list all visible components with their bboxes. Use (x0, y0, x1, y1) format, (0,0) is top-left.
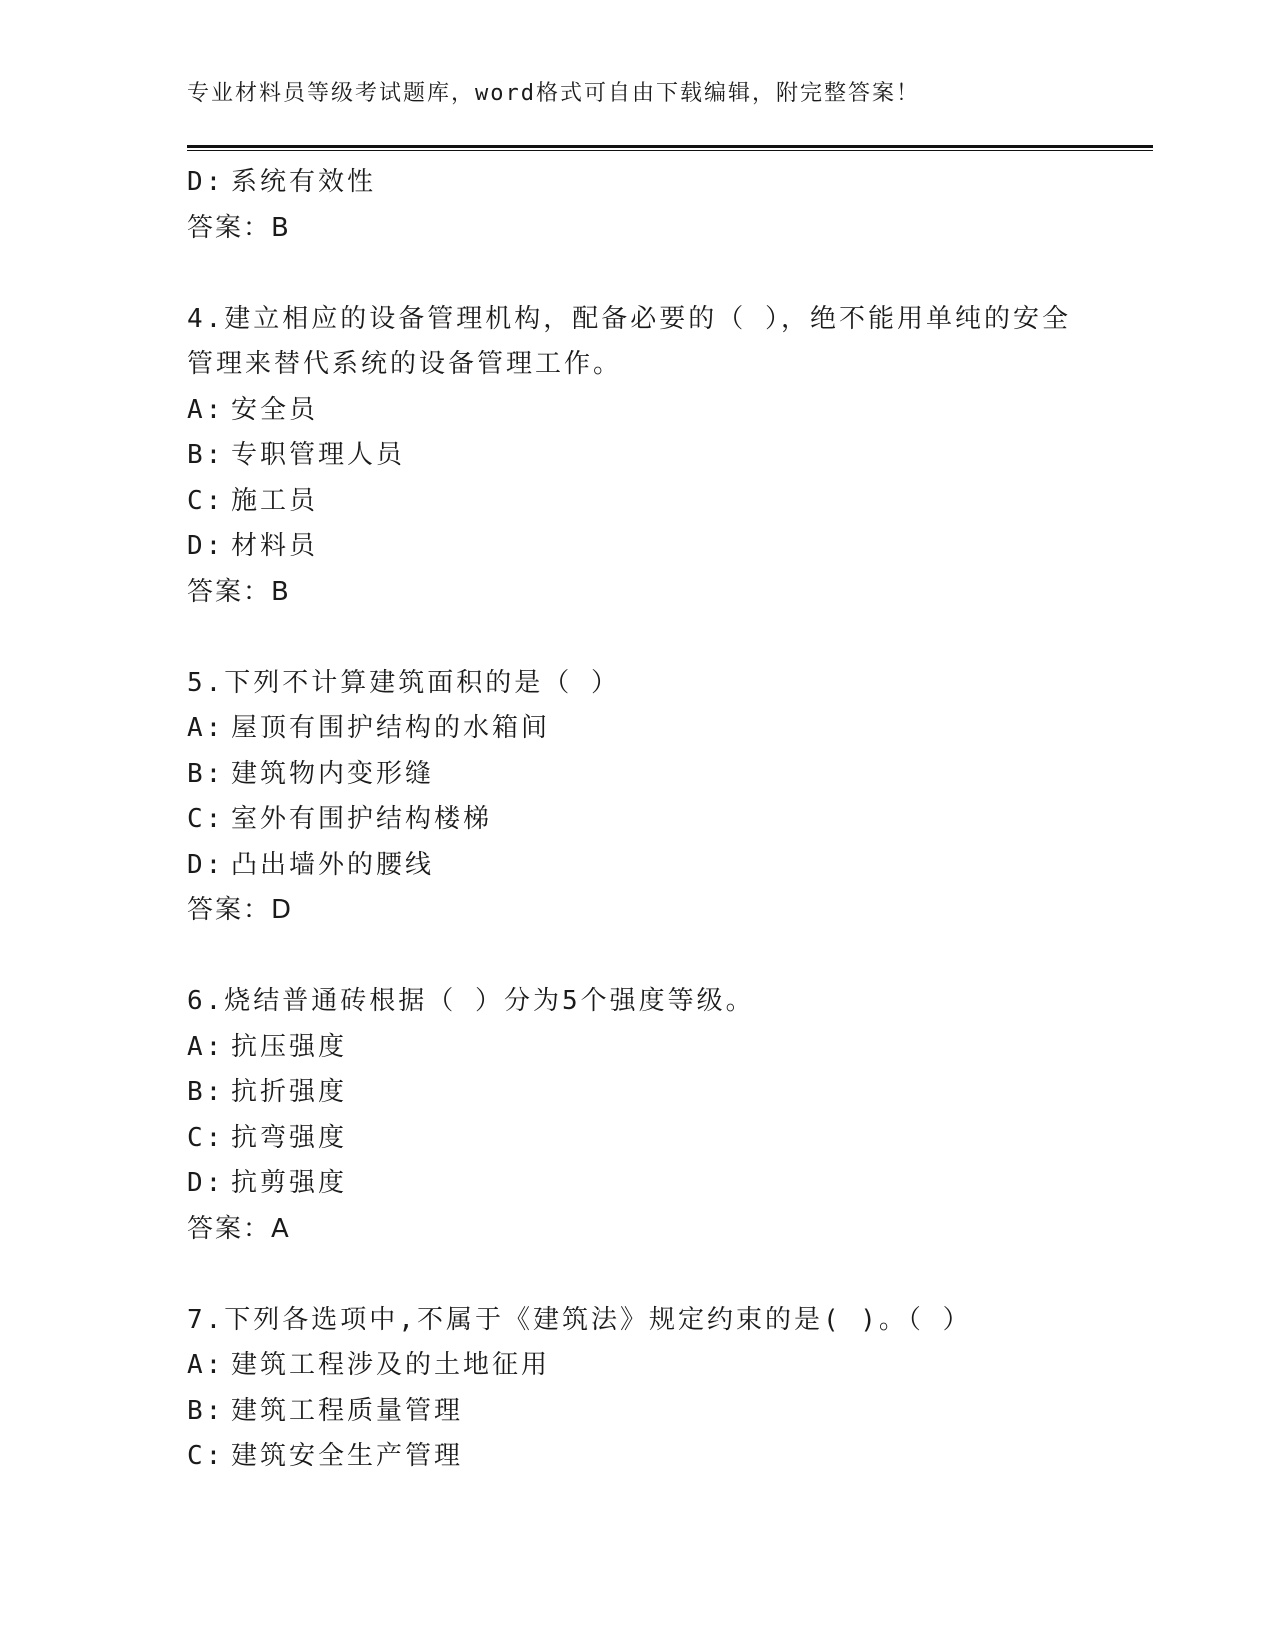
option-text: 专职管理人员 (231, 440, 406, 470)
option-letter: B: (187, 1077, 225, 1107)
option-letter: D: (187, 531, 225, 561)
option-text: 屋顶有围护结构的水箱间 (231, 713, 551, 743)
option-letter: D: (187, 167, 225, 197)
option-c (187, 1434, 1087, 1480)
question-stem-line: 7.下列各选项中,不属于《建筑法》规定约束的是( )。（ ） (187, 1304, 972, 1335)
option-letter: B: (187, 440, 225, 470)
header-divider (187, 145, 1153, 151)
option-text: 建筑物内变形缝 (231, 758, 435, 789)
question-7 (187, 1298, 1087, 1480)
option-d (187, 524, 1087, 570)
option-letter: A: (187, 1031, 225, 1062)
option-b (187, 1070, 1087, 1116)
question-6 (187, 979, 1087, 1252)
spacer (187, 934, 1087, 980)
option-letter: B: (187, 758, 225, 789)
option-b (187, 1389, 1087, 1435)
option-text: 抗压强度 (231, 1031, 348, 1062)
option-letter: C: (187, 485, 225, 516)
option-letter: B: (187, 1395, 225, 1426)
question-content (187, 160, 1087, 1480)
spacer (187, 1252, 1087, 1298)
option-c (187, 479, 1087, 525)
header-divider-thick (187, 145, 1153, 148)
option-d (187, 843, 1087, 889)
answer: 答案：B (187, 576, 291, 607)
option-letter: C: (187, 1441, 225, 1471)
option-letter: D: (187, 849, 225, 880)
answer: 答案：A (187, 1213, 291, 1244)
spacer (187, 251, 1087, 297)
option-text: 安全员 (231, 394, 319, 425)
answer: 答案：D (187, 895, 294, 925)
option-text: 建筑工程涉及的土地征用 (231, 1350, 551, 1380)
option-text: 抗折强度 (231, 1077, 348, 1107)
page-header-text: 专业材料员等级考试题库，word格式可自由下载编辑，附完整答案！ (187, 81, 920, 106)
option-d-prev (187, 160, 1087, 206)
option-letter: C: (187, 1122, 225, 1153)
question-stem-line: 5.下列不计算建筑面积的是（ ） (187, 667, 620, 698)
question-5 (187, 661, 1087, 934)
option-a (187, 1025, 1087, 1071)
option-text: 材料员 (231, 531, 319, 561)
option-text: 抗弯强度 (231, 1122, 348, 1153)
option-text: 建筑安全生产管理 (231, 1441, 464, 1471)
option-letter: A: (187, 1350, 225, 1380)
option-letter: C: (187, 804, 225, 834)
question-stem-line: 4.建立相应的设备管理机构，配备必要的（ ），绝不能用单纯的安全 (187, 303, 1071, 334)
option-letter: D: (187, 1168, 225, 1198)
option-letter: A: (187, 713, 225, 743)
option-text: 抗剪强度 (231, 1168, 348, 1198)
option-text: 凸出墙外的腰线 (231, 849, 435, 880)
option-b (187, 433, 1087, 479)
question-stem-line: 6.烧结普通砖根据（ ）分为5个强度等级。 (187, 986, 755, 1016)
question-4 (187, 297, 1087, 616)
option-text: 施工员 (231, 485, 319, 516)
header-divider-thin (187, 150, 1153, 151)
option-b (187, 752, 1087, 798)
option-c (187, 797, 1087, 843)
option-text: 室外有围护结构楼梯 (231, 804, 493, 834)
answer-prev: 答案：B (187, 212, 291, 243)
option-a (187, 1343, 1087, 1389)
option-a (187, 706, 1087, 752)
spacer (187, 615, 1087, 661)
option-text: 系统有效性 (231, 167, 377, 197)
option-text: 建筑工程质量管理 (231, 1395, 464, 1426)
question-stem-line: 管理来替代系统的设备管理工作。 (187, 349, 623, 379)
option-c (187, 1116, 1087, 1162)
option-letter: A: (187, 394, 225, 425)
option-a (187, 388, 1087, 434)
option-d (187, 1161, 1087, 1207)
